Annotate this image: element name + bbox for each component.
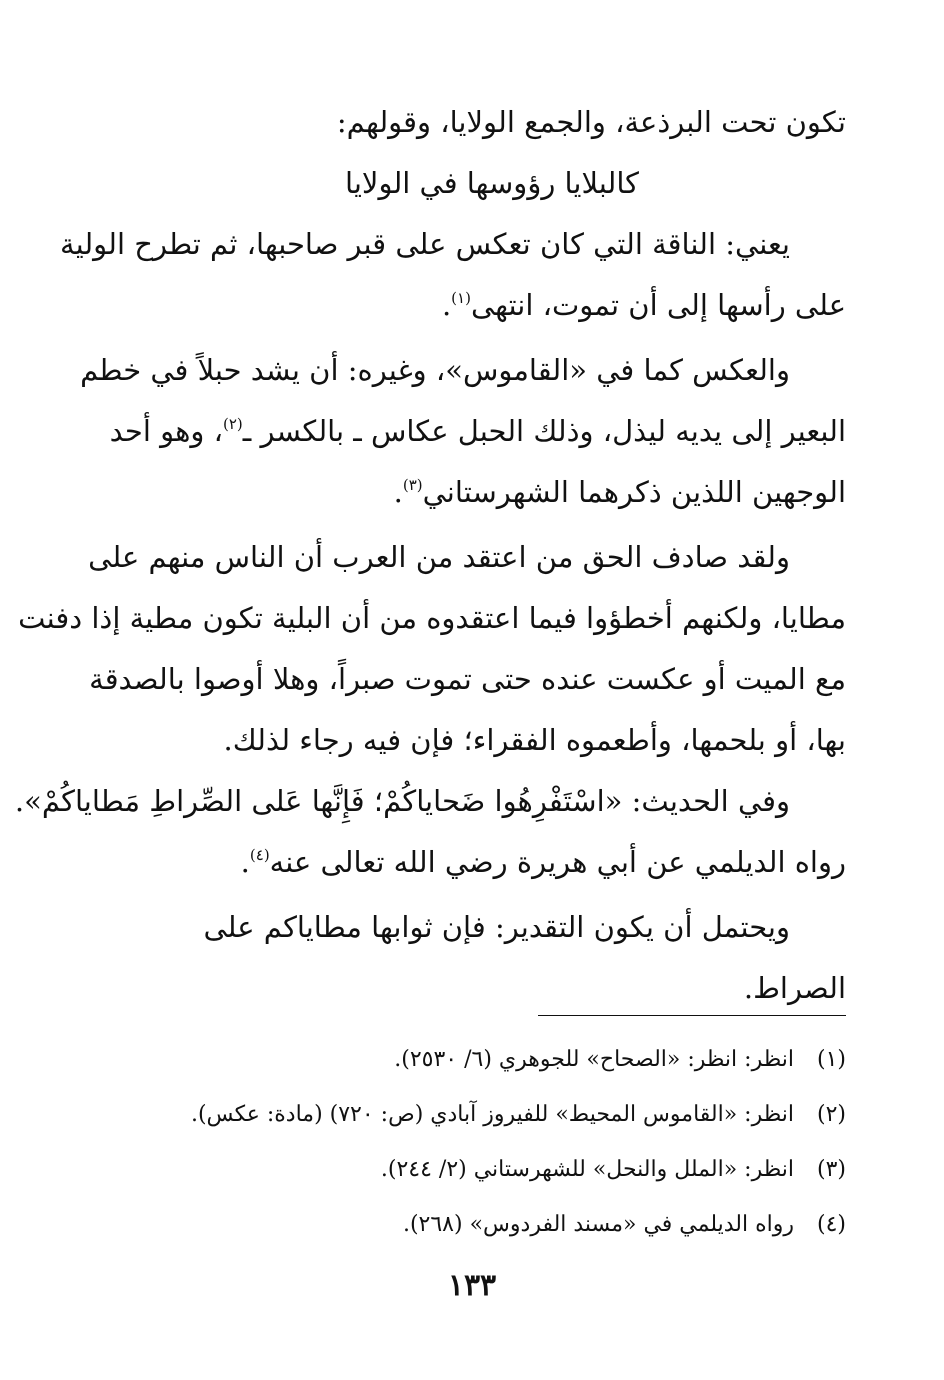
main-text	[14, 92, 846, 1019]
text-line: تكون تحت البرذعة، والجمع الولايا، وقولهم:	[336, 105, 846, 139]
footnote-item	[120, 1142, 846, 1197]
verse-line: كالبلايا رؤوسها في الولايا	[345, 166, 639, 200]
text-fragment: على رأسها إلى أن تموت، انتهى	[470, 288, 846, 322]
text-fragment: رواه الديلمي عن أبي هريرة رضي الله تعالى عنه	[269, 845, 846, 879]
text-fragment: الوجهين اللذين ذكرهما الشهرستاني	[422, 475, 846, 509]
page-number: ١٣٣	[447, 1268, 497, 1303]
footnote-number: (٤)	[816, 1212, 846, 1237]
text-fragment: .	[441, 288, 452, 322]
text-fragment: البعير إلى يديه ليذل، وذلك الحبل عكاس ـ بالكسر ـ	[242, 414, 846, 448]
text-line: بها، أو بلحمها، وأطعموه الفقراء؛ فإن فيه رجاء لذلك.	[223, 723, 846, 757]
text-fragment: .	[240, 845, 250, 879]
footnote-text: انظر: «القاموس المحيط» للفيروز آبادي (ص: ٧٢٠) (مادة: عكس).	[190, 1102, 794, 1127]
text-line: ولقد صادف الحق من اعتقد من العرب أن الناس منهم على	[88, 540, 790, 574]
footnote-ref: (١)	[451, 289, 471, 307]
footnote-ref: (٤)	[249, 846, 270, 864]
footnote-ref: (٣)	[402, 476, 423, 494]
footnote-ref: (٢)	[222, 415, 243, 433]
text-line: ويحتمل أن يكون التقدير: فإن ثوابها مطاياكم على	[203, 910, 790, 944]
text-line: مع الميت أو عكست عنده حتى تموت صبراً، وهلا أوصوا بالصدقة	[89, 662, 846, 696]
text-line: الصراط.	[743, 971, 846, 1005]
text-line	[138, 462, 846, 523]
text-line	[109, 401, 846, 462]
footnote-number: (٣)	[816, 1157, 846, 1182]
footnote-text: انظر: انظر: «الصحاح» للجوهري (٦/ ٢٥٣٠).	[394, 1047, 794, 1072]
text-fragment: .	[393, 475, 403, 509]
footnote-number: (٢)	[816, 1102, 846, 1127]
footnote-item	[120, 1032, 846, 1087]
text-line	[138, 832, 846, 893]
text-line: والعكس كما في «القاموس»، وغيره: أن يشد حبلاً في خطم	[80, 353, 790, 387]
footnote-text: رواه الديلمي في «مسند الفردوس» (٢٦٨).	[402, 1212, 794, 1237]
text-fragment: ، وهو أحد	[109, 414, 223, 448]
footnote-number: (١)	[816, 1047, 846, 1072]
footnotes	[120, 1032, 846, 1252]
footnote-text: انظر: «الملل والنحل» للشهرستاني (٢/ ٢٤٤).	[380, 1157, 794, 1182]
text-line	[138, 275, 846, 336]
footnote-divider	[538, 1015, 846, 1016]
footnote-item	[120, 1087, 846, 1142]
text-line: يعني: الناقة التي كان تعكس على قبر صاحبها، ثم تطرح الولية	[60, 227, 790, 261]
text-line: مطايا، ولكنهم أخطؤوا فيما اعتقدوه من أن البلية تكون مطية إذا دفنت	[18, 601, 846, 635]
text-line: وفي الحديث: «اسْتَفْرِهُوا ضَحاياكُمْ؛ فَإِنَّها عَلى الصِّراطِ مَطاياكُمْ».	[14, 784, 790, 818]
footnote-item	[120, 1197, 846, 1252]
